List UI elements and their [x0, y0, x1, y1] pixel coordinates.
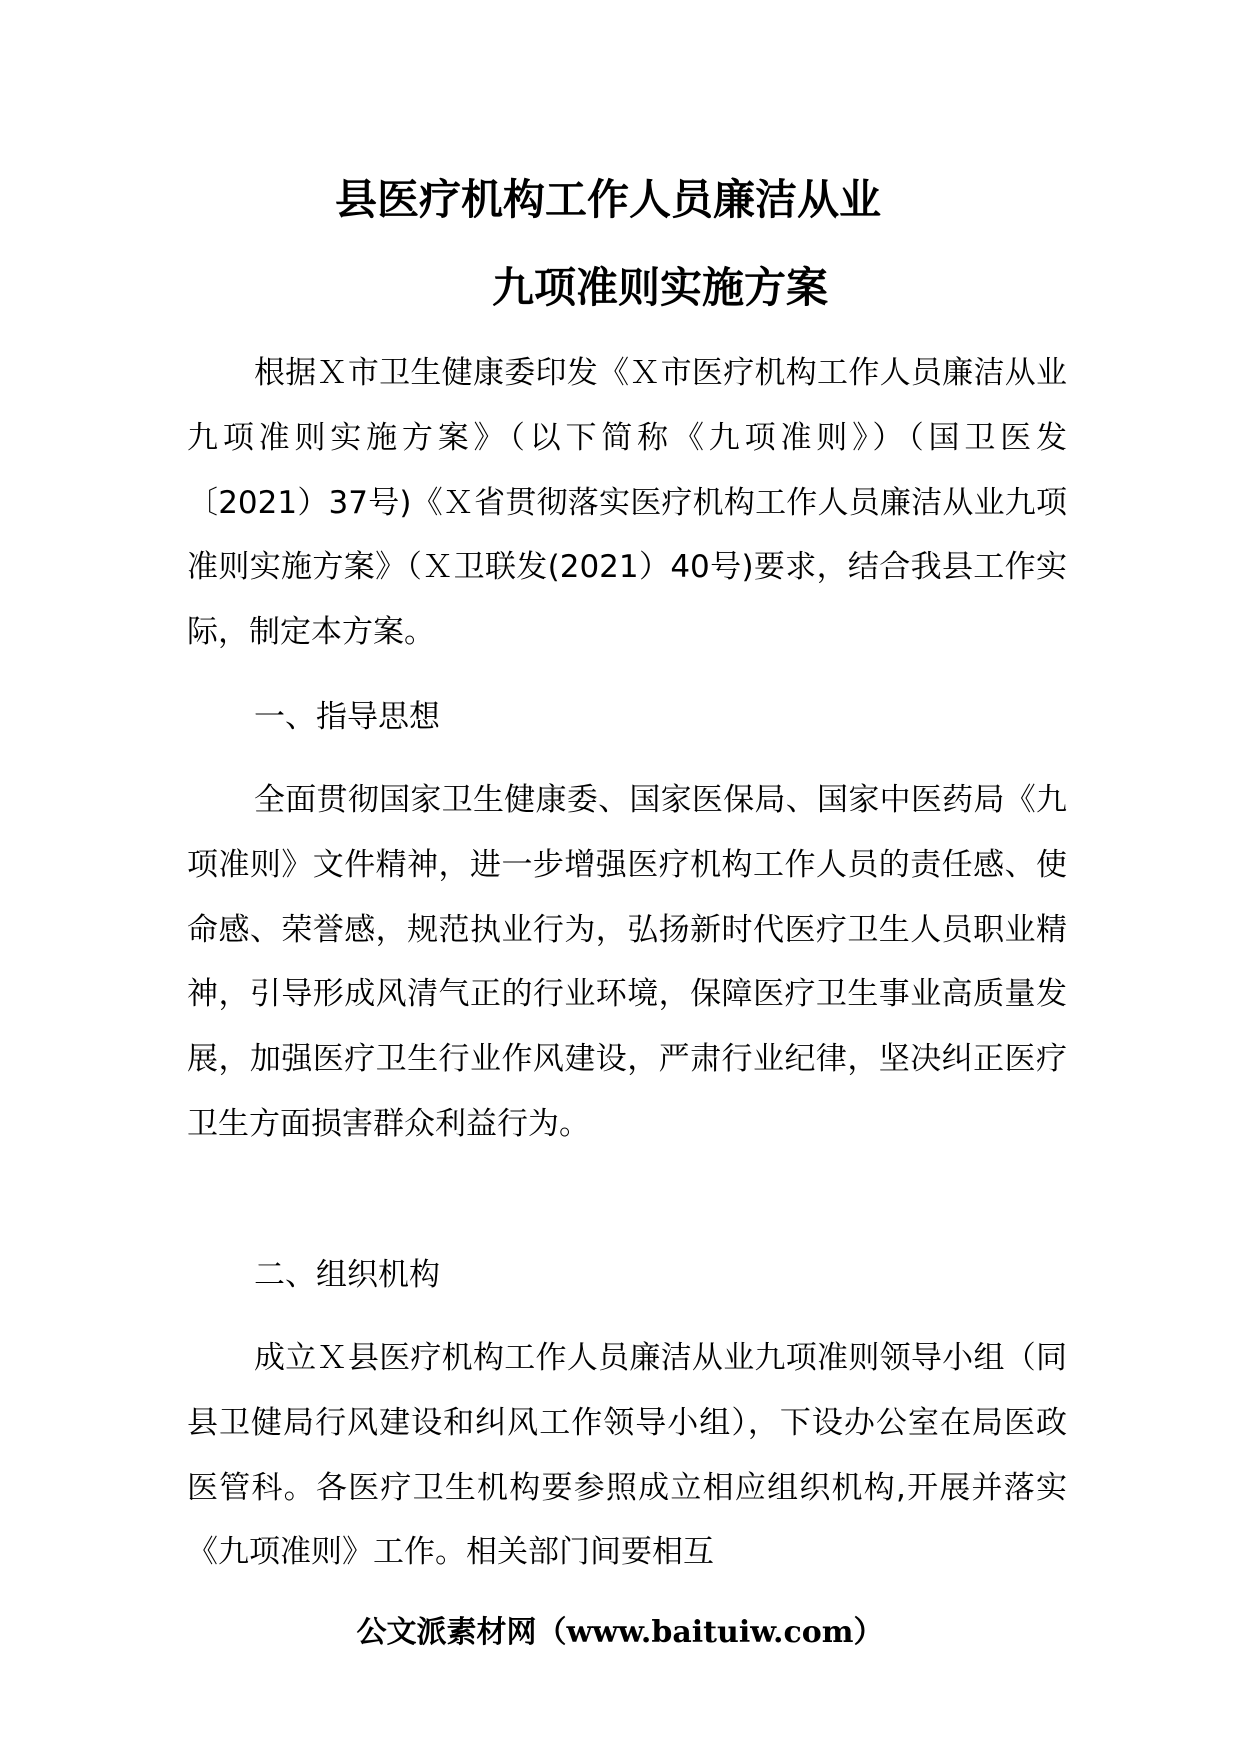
organization-paragraph: 成立Ｘ县医疗机构工作人员廉洁从业九项准则领导小组（同县卫健局行风建设和纠风工作领导小组），下设办公室在局医政医管科。各医疗卫生机构要参照成立相应组织机构,开展并落实《九项准则》工作。相关部门间要相互 — [187, 1340, 1067, 1571]
section-heading-organization: 二、组织机构 — [254, 1257, 440, 1293]
intro-paragraph: 根据Ｘ市卫生健康委印发《Ｘ市医疗机构工作人员廉洁从业九项准则实施方案》（以下简称《九项准则》）（国卫医发〔2021）37号)《Ｘ省贯彻落实医疗机构工作人员廉洁从业九项准则实施方案》（Ｘ卫联发(2021）40号)要求，结合我县工作实际，制定本方案。 — [187, 355, 1067, 651]
footer-watermark: 公文派素材网（www.baituiw.com） — [356, 1615, 884, 1650]
guiding-ideology-paragraph: 全面贯彻国家卫生健康委、国家医保局、国家中医药局《九项准则》文件精神，进一步增强医疗机构工作人员的责任感、使命感、荣誉感，规范执业行为，弘扬新时代医疗卫生人员职业精神，引导形成风清气正的行业环境，保障医疗卫生事业高质量发展，加强医疗卫生行业作风建设，严肃行业纪律，坚决纠正医疗卫生方面损害群众利益行为。 — [187, 782, 1067, 1142]
document-title-line-2: 九项准则实施方案 — [491, 263, 828, 312]
document-title-line-1: 县医疗机构工作人员廉洁从业 — [334, 175, 881, 224]
section-heading-guiding-ideology: 一、指导思想 — [254, 699, 440, 735]
